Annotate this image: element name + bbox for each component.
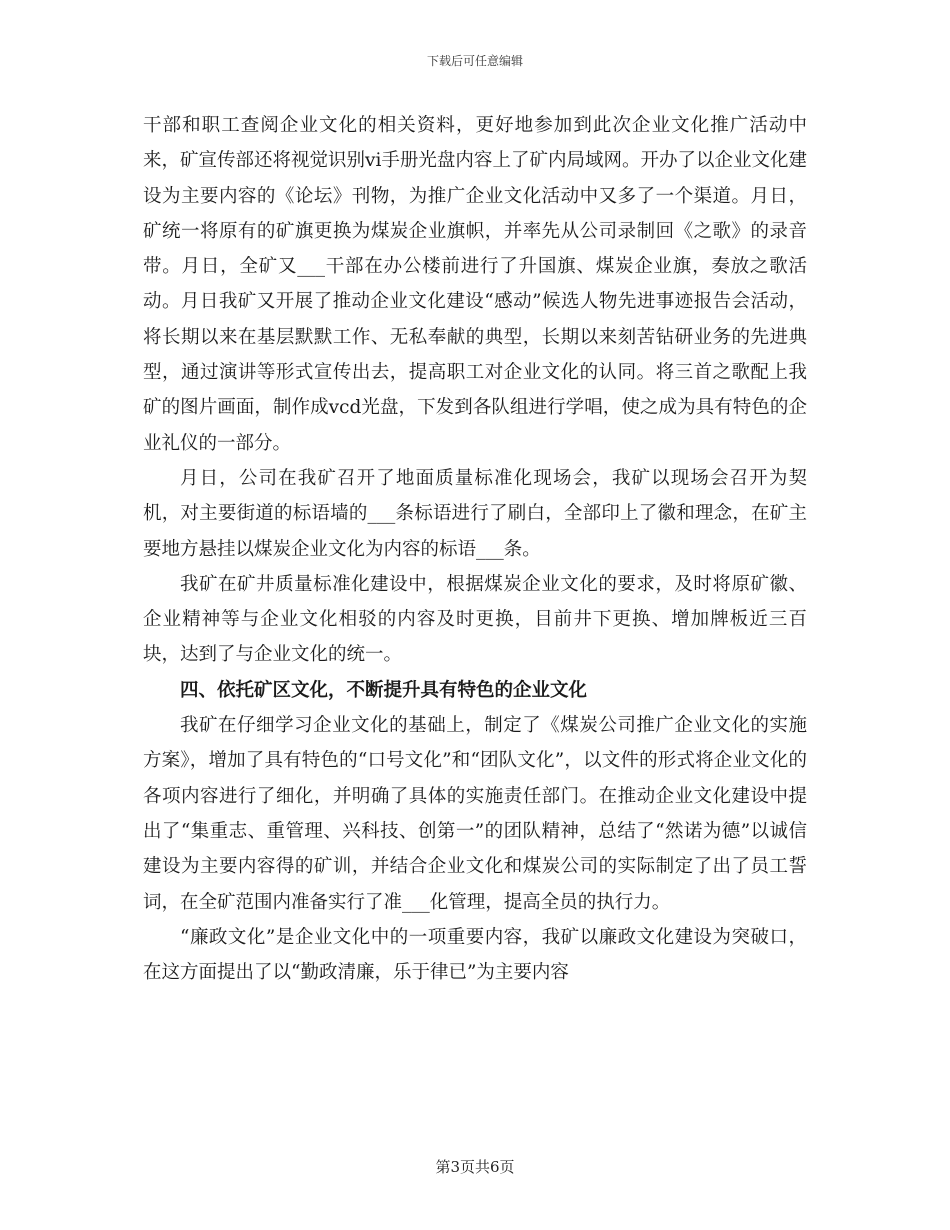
paragraph: 我矿在仔细学习企业文化的基础上，制定了《煤炭公司推广企业文化的实施方案》，增加了具有特色的“口号文化”和“团队文化”，以文件的形式将企业文化的各项内容进行了细化，并明确了具体的实施责任部门。在推动企业文化建设中提出了“集重志、重管理、兴科技、创第一”的团队精神，总结了“然诺为德”以诚信建设为主要内容得的矿训，并结合企业文化和煤炭公司的实际制定了出了员工誓词，在全矿范围内准备实行了准___化管理，提高全员的执行力。 — [143, 715, 807, 913]
paragraph-continued: 干部和职工查阅企业文化的相关资料，更好地参加到此次企业文化推广活动中来，矿宣传部还将视觉识别vi手册光盘内容上了矿内局域网。开办了以企业文化建设为主要内容的《论坛》刊物，为推广企业文化活动中又多了一个渠道。月日，矿统一将原有的矿旗更换为煤炭企业旗帜，并率先从公司录制回《之歌》的录音带。月日，全矿又___干部在办公楼前进行了升国旗、煤炭企业旗，奏放之歌活动。月日我矿又开展了推动企业文化建设“感动”候选人物先进事迹报告会活动，将长期以来在基层默默工作、无私奉献的典型，长期以来刻苦钻研业务的先进典型，通过演讲等形式宣传出去，提高职工对企业文化的认同。将三首之歌配上我矿的图片画面，制作成vcd光盘，下发到各队组进行学唱，使之成为具有特色的企业礼仪的一部分。 — [143, 115, 807, 454]
paragraph: “廉政文化”是企业文化中的一项重要内容，我矿以廉政文化建设为突破口，在这方面提出了以“勤政清廉，乐于律已”为主要内容 — [143, 926, 807, 984]
document-body — [143, 108, 807, 990]
page-header: 下载后可任意编辑 — [426, 54, 523, 68]
paragraph: 我矿在矿井质量标准化建设中，根据煤炭企业文化的要求，及时将原矿徽、企业精神等与企业文化相驳的内容及时更换，目前井下更换、增加牌板近三百块，达到了与企业文化的统一。 — [143, 573, 807, 666]
section-heading: 四、依托矿区文化，不断提升具有特色的企业文化 — [180, 679, 588, 701]
paragraph: 月日，公司在我矿召开了地面质量标准化现场会，我矿以现场会召开为契机，对主要街道的标语墙的___条标语进行了刷白，全部印上了徽和理念，在矿主要地方悬挂以煤炭企业文化为内容的标语___条。 — [143, 467, 807, 560]
page-number: 第3页共6页 — [435, 1158, 515, 1176]
